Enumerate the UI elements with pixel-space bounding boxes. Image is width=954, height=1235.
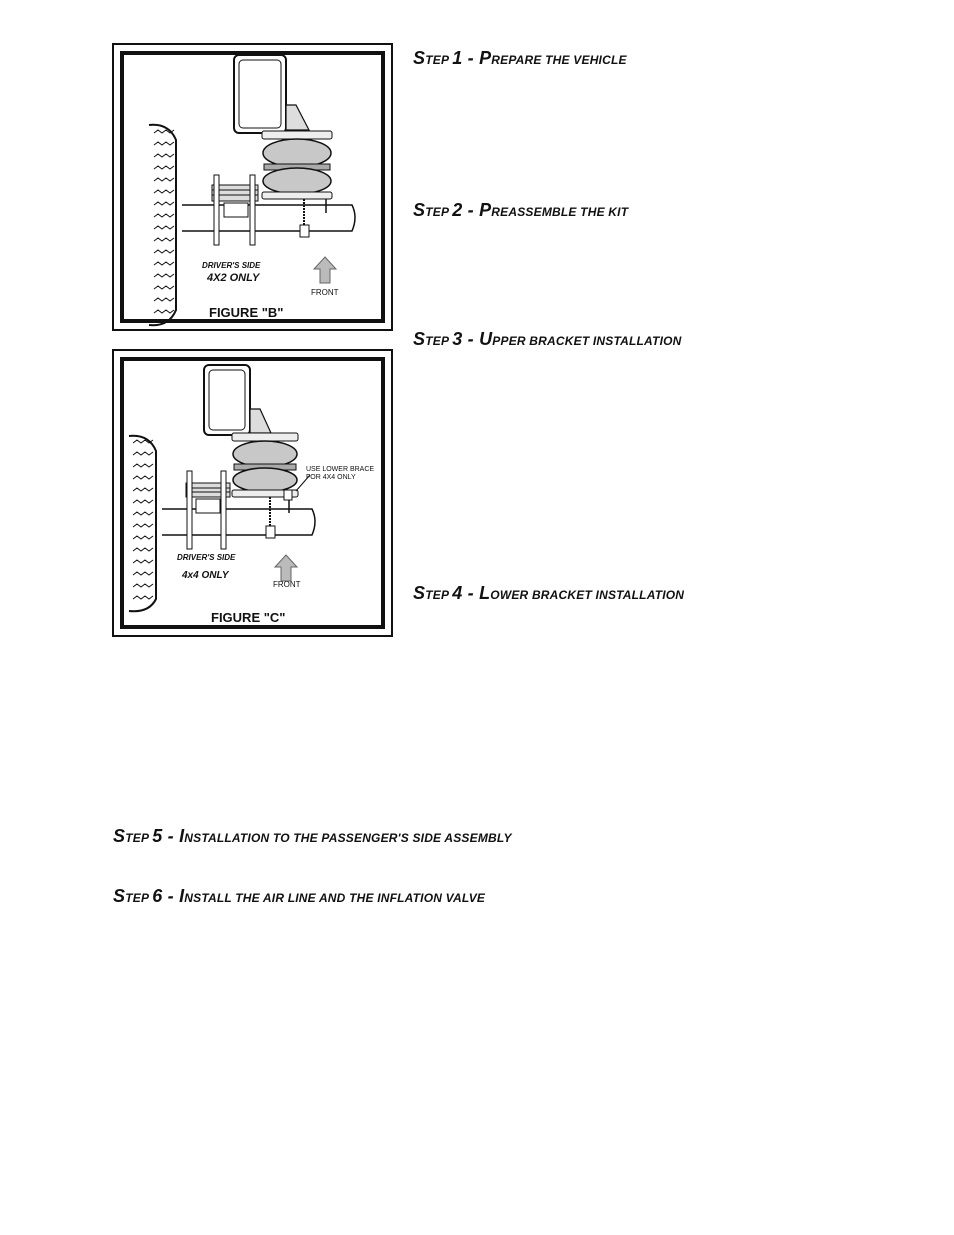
front-arrow-icon bbox=[314, 257, 336, 283]
side-label: DRIVER'S SIDE bbox=[177, 553, 236, 562]
drive-label: 4X2 ONLY bbox=[207, 272, 260, 284]
step-6-heading bbox=[113, 886, 485, 907]
figure-c-drawing bbox=[114, 351, 395, 639]
air-spring bbox=[262, 131, 332, 199]
step-1-heading bbox=[413, 48, 627, 69]
note-line-1: USE LOWER BRACE bbox=[306, 466, 375, 473]
step-2-heading bbox=[413, 200, 628, 221]
step-lead: I bbox=[179, 886, 185, 906]
step-title: REPARE THE VEHICLE bbox=[491, 53, 627, 67]
figure-b bbox=[112, 43, 393, 331]
step-word: TEP bbox=[425, 205, 449, 219]
step-number: 2 - bbox=[452, 200, 480, 220]
step-number: 6 - bbox=[152, 886, 180, 906]
frame-rail bbox=[204, 365, 250, 435]
tire-outline bbox=[149, 125, 176, 325]
front-label: FRONT bbox=[311, 288, 339, 297]
step-lead: I bbox=[179, 826, 185, 846]
step-5-heading bbox=[113, 826, 512, 847]
drive-label: 4x4 ONLY bbox=[182, 570, 229, 581]
axle bbox=[162, 509, 315, 535]
upper-bracket bbox=[286, 105, 309, 130]
step-number: 1 - bbox=[452, 48, 480, 68]
step-number: 3 - bbox=[452, 329, 480, 349]
figure-caption: FIGURE "B" bbox=[209, 305, 284, 320]
front-label: FRONT bbox=[273, 580, 301, 589]
step-word: TEP bbox=[425, 334, 449, 348]
step-lead: L bbox=[479, 583, 491, 603]
figure-c bbox=[112, 349, 393, 637]
leaf-spring-clamp bbox=[212, 175, 258, 245]
step-4-heading bbox=[413, 583, 684, 604]
tire-tread bbox=[133, 440, 153, 599]
step-prefix: S bbox=[413, 200, 426, 220]
step-number: 5 - bbox=[152, 826, 180, 846]
step-word: TEP bbox=[425, 53, 449, 67]
axle bbox=[182, 205, 355, 231]
step-prefix: S bbox=[413, 329, 426, 349]
front-arrow-icon bbox=[275, 555, 297, 581]
step-title: REASSEMBLE THE KIT bbox=[491, 205, 629, 219]
step-lead: P bbox=[479, 48, 492, 68]
figure-caption: FIGURE "C" bbox=[211, 610, 286, 625]
step-prefix: S bbox=[113, 886, 126, 906]
tire-tread bbox=[154, 130, 174, 313]
step-prefix: S bbox=[413, 583, 426, 603]
step-3-heading bbox=[413, 329, 682, 350]
step-word: TEP bbox=[125, 831, 149, 845]
step-prefix: S bbox=[113, 826, 126, 846]
upper-bracket bbox=[250, 409, 271, 433]
air-spring bbox=[232, 433, 298, 497]
step-title: PPER BRACKET INSTALLATION bbox=[492, 334, 682, 348]
step-title: OWER BRACKET INSTALLATION bbox=[490, 588, 685, 602]
side-label: DRIVER'S SIDE bbox=[202, 261, 261, 270]
frame-rail bbox=[234, 55, 286, 133]
note-line-2: FOR 4X4 ONLY bbox=[306, 474, 356, 481]
step-title: NSTALL THE AIR LINE AND THE INFLATION VALVE bbox=[184, 891, 486, 905]
step-lead: U bbox=[479, 329, 493, 349]
step-word: TEP bbox=[125, 891, 149, 905]
step-title: NSTALLATION TO THE PASSENGER'S SIDE ASSEMBLY bbox=[184, 831, 512, 845]
step-prefix: S bbox=[413, 48, 426, 68]
step-word: TEP bbox=[425, 588, 449, 602]
step-lead: P bbox=[479, 200, 492, 220]
figure-b-drawing bbox=[114, 45, 395, 333]
step-number: 4 - bbox=[452, 583, 480, 603]
